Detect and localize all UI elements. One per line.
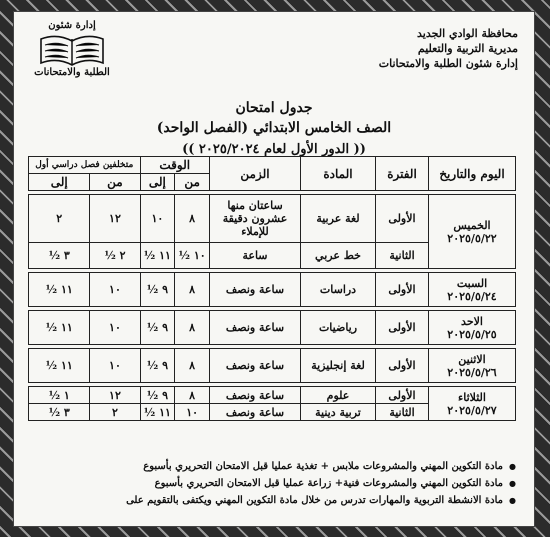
time-from-cell: ١٠ ½ [175, 243, 210, 269]
table-row [29, 387, 516, 404]
time-to-cell: ١٠ [140, 195, 175, 243]
period-cell: الأولى [376, 387, 429, 404]
header-time-from: من [175, 174, 210, 191]
subject-cell: دراسات [301, 273, 376, 307]
day-cell: السبت ٢٠٢٥/٥/٢٤ [429, 273, 516, 307]
period-cell: الأولى [376, 273, 429, 307]
header-period: الفترة [376, 157, 429, 191]
absent-from-cell: ١٠ [90, 273, 140, 307]
header-absent: متخلفين فصل دراسي أول [29, 157, 141, 174]
time-from-cell: ٨ [175, 387, 210, 404]
table-row [29, 349, 516, 383]
table-row [29, 195, 516, 243]
header-time-to: إلى [140, 174, 175, 191]
time-from-cell: ٨ [175, 311, 210, 345]
duration-cell: ساعة ونصف [210, 404, 301, 421]
header-subject: المادة [301, 157, 376, 191]
time-from-cell: ٨ [175, 349, 210, 383]
absent-from-cell: ١٢ [90, 387, 140, 404]
absent-from-cell: ١٠ [90, 349, 140, 383]
day-cell: الخميس ٢٠٢٥/٥/٢٢ [429, 195, 516, 269]
header-absent-to: إلى [29, 174, 90, 191]
document-header [14, 12, 534, 90]
time-from-cell: ٨ [175, 195, 210, 243]
header-absent-from: من [90, 174, 140, 191]
time-to-cell: ٩ ½ [140, 349, 175, 383]
duration-cell: ساعتان منها عشرون دقيقة للإملاء [210, 195, 301, 243]
absent-from-cell: ١٠ [90, 311, 140, 345]
subject-cell: علوم [301, 387, 376, 404]
absent-from-cell: ١٢ [90, 195, 140, 243]
table-row [29, 311, 516, 345]
absent-to-cell: ١١ ½ [29, 273, 90, 307]
duration-cell: ساعة ونصف [210, 273, 301, 307]
subject-cell: خط عربي [301, 243, 376, 269]
time-to-cell: ١١ ½ [140, 243, 175, 269]
time-to-cell: ٩ ½ [140, 311, 175, 345]
absent-to-cell: ٣ ½ [29, 243, 90, 269]
agency-block [379, 26, 518, 71]
absent-to-cell: ٣ ½ [29, 404, 90, 421]
time-to-cell: ٩ ½ [140, 387, 175, 404]
department-logo [28, 20, 116, 90]
absent-from-cell: ٢ [90, 404, 140, 421]
term-title: (( الدور الأول لعام ٢٠٢٥/٢٠٢٤ )) [182, 142, 366, 157]
period-cell: الأولى [376, 311, 429, 345]
grade-title: الصف الخامس الابتدائي (الفصل الواحد) [156, 120, 392, 136]
period-cell: الأولى [376, 195, 429, 243]
time-to-cell: ٩ ½ [140, 273, 175, 307]
subject-cell: تربية دينية [301, 404, 376, 421]
subject-cell: لغة عربية [301, 195, 376, 243]
absent-to-cell: ١١ ½ [29, 349, 90, 383]
period-cell: الثانية [376, 243, 429, 269]
period-cell: الثانية [376, 404, 429, 421]
absent-to-cell: ١١ ½ [29, 311, 90, 345]
open-book-icon [37, 31, 107, 67]
subject-cell: رياضيات [301, 311, 376, 345]
header-time: الوقت [140, 157, 210, 174]
note-item: ● مادة التكوين المهني والمشروعات ملابس + تغذية عمليا قبل الامتحان التحريري بأسبوع [126, 458, 516, 475]
logo-bottom-text: الطلبة والامتحانات [34, 67, 110, 78]
period-cell: الأولى [376, 349, 429, 383]
duration-cell: ساعة [210, 243, 301, 269]
absent-from-cell: ٢ ½ [90, 243, 140, 269]
schedule-table [28, 156, 516, 421]
duration-cell: ساعة ونصف [210, 349, 301, 383]
time-from-cell: ١٠ [175, 404, 210, 421]
agency-line: إدارة شئون الطلبة والامتحانات [378, 57, 518, 70]
note-item: ● مادة الانشطة التربوية والمهارات تدرس من خلال مادة التكوين المهني ويكتفى بالتقويم على [126, 492, 516, 509]
table-row [29, 273, 516, 307]
day-cell: الاحد ٢٠٢٥/٥/٢٥ [429, 311, 516, 345]
agency-line: مديرية التربية والتعليم [417, 42, 518, 55]
absent-to-cell: ١ ½ [29, 387, 90, 404]
header-duration: الزمن [210, 157, 301, 191]
note-item: ● مادة التكوين المهني والمشروعات فنية+ زراعة عمليا قبل الامتحان التحريري بأسبوع [126, 475, 516, 492]
duration-cell: ساعة ونصف [210, 387, 301, 404]
day-cell: الاثنين ٢٠٢٥/٥/٢٦ [429, 349, 516, 383]
time-from-cell: ٨ [175, 273, 210, 307]
logo-top-text: إدارة شئون [48, 20, 96, 31]
subject-cell: لغة إنجليزية [301, 349, 376, 383]
time-to-cell: ١١ ½ [140, 404, 175, 421]
notes-list [126, 458, 516, 509]
day-cell: الثلاثاء ٢٠٢٥/٥/٢٧ [429, 387, 516, 421]
schedule-title: جدول امتحان [235, 100, 313, 116]
agency-line: محافظة الوادي الجديد [417, 27, 518, 40]
absent-to-cell: ٢ [29, 195, 90, 243]
header-day: اليوم والتاريخ [429, 157, 516, 191]
duration-cell: ساعة ونصف [210, 311, 301, 345]
